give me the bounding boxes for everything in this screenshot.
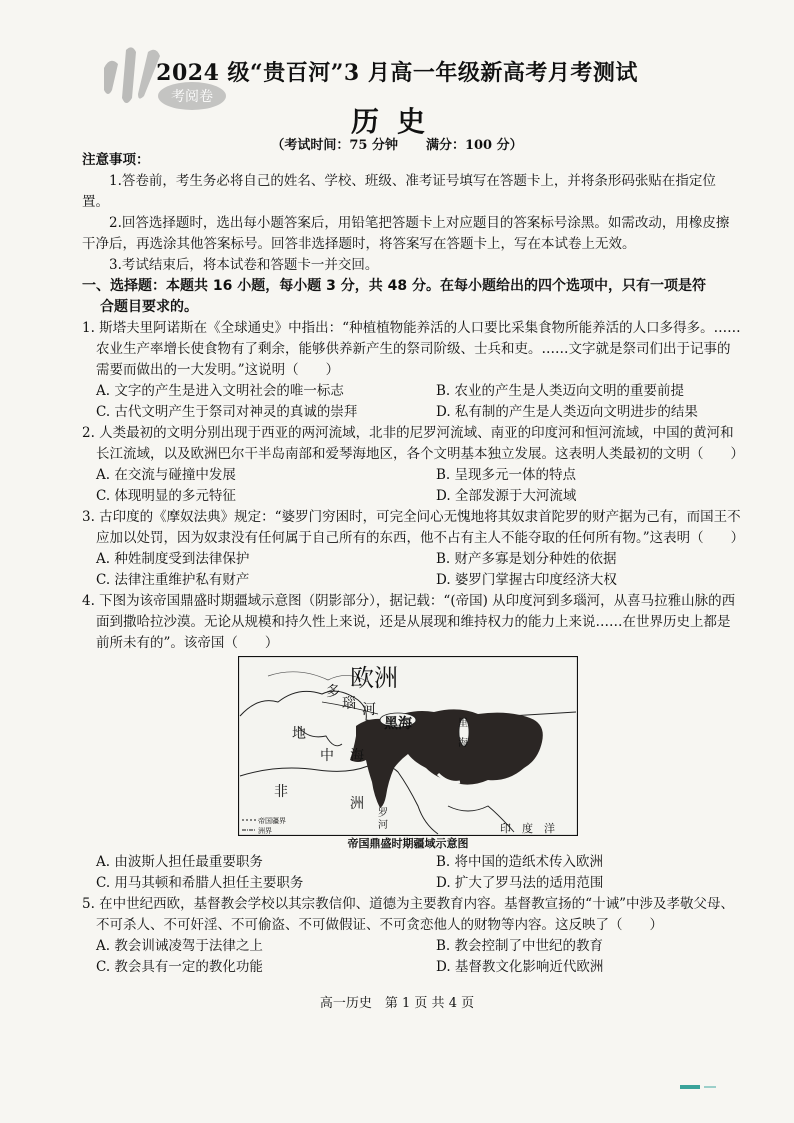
- question-options: [82, 852, 742, 894]
- note-item: 1.答卷前，考生务必将自己的姓名、学校、班级、准考证号填写在答题卡上，并将条形码张贴在指定位置。: [82, 173, 716, 210]
- question-stem: 2. 人类最初的文明分别出现于西亚的两河流域，北非的尼罗河流域、南亚的印度河和恒河流域，中国的黄河和长江流域，以及欧洲巴尔干半岛南部和爱琴海地区，各个文明基本独立发展。这表明人类最初的文明（ ）: [82, 425, 744, 462]
- question-stem: 3. 古印度的《摩奴法典》规定：“婆罗门穷困时，可完全问心无愧地将其奴隶首陀罗的财产据为己有，而国王不应加以处罚，因为奴隶没有任何属于自己所有的东西，他不占有主人不能夺取的任何所有物。”这表明（ ）: [82, 509, 745, 546]
- option-c: C. 法律注重维护私有财产: [96, 572, 250, 588]
- option-d: D. 婆罗门掌握古印度经济大权: [436, 572, 617, 588]
- question-4: [82, 591, 742, 894]
- option-a: A. 由波斯人担任最重要职务: [96, 854, 263, 870]
- question-options: [82, 465, 742, 507]
- option-b: B. 教会控制了中世纪的教育: [436, 938, 604, 954]
- map-label-zhou: 洲: [350, 796, 364, 812]
- question-3: [82, 507, 745, 591]
- exam-title: 2024 级“贵百河”3 月高一年级新高考月考测试: [156, 60, 638, 86]
- legend-line: 洲界: [258, 827, 272, 835]
- map-label-africa: 非: [274, 784, 288, 800]
- map-label-he: 河: [362, 702, 376, 718]
- option-b: B. 财产多寡是划分种姓的依据: [436, 551, 617, 567]
- map-label-duo: 多: [326, 684, 340, 700]
- map-label-he2: 河: [378, 820, 388, 831]
- option-c: C. 古代文明产生于祭司对神灵的真诚的崇拜: [96, 404, 358, 420]
- map-label-hai2: 海: [458, 738, 468, 749]
- option-b: B. 呈现多元一体的特点: [436, 467, 577, 483]
- section-heading-line1: 一、选择题：本题共 16 小题，每小题 3 分，共 48 分。在每小题给出的四个选项中，只有一项是符: [82, 278, 706, 294]
- question-options: [82, 549, 742, 591]
- stamp-text: 考阅卷: [171, 89, 213, 105]
- exam-score: 满分：100 分）: [425, 138, 523, 153]
- subject-title: 历史: [350, 105, 443, 138]
- page-footer: 高一历史 第 1 页 共 4 页: [319, 996, 475, 1011]
- option-a: A. 在交流与碰撞中发展: [96, 467, 236, 483]
- option-c: C. 用马其顿和希腊人担任主要职务: [96, 875, 304, 891]
- notes-heading: 注意事项：: [82, 152, 150, 168]
- question-options: [82, 936, 742, 978]
- map-label-di: 地: [292, 726, 306, 742]
- empire-map: [238, 656, 578, 836]
- scan-mark: [680, 1084, 716, 1090]
- option-b: B. 将中国的造纸术传入欧洲: [436, 854, 604, 870]
- map-label-li: 里: [458, 718, 468, 729]
- question-5: [82, 894, 742, 978]
- option-c: C. 体现明显的多元特征: [96, 488, 236, 504]
- option-b: B. 农业的产生是人类迈向文明的重要前提: [436, 383, 685, 399]
- question-stem: 5. 在中世纪西欧，基督教会学校以其宗教信仰、道德为主要教育内容。基督教宣扬的“十诫”中涉及孝敬父母、不可杀人、不可奸淫、不可偷盗、不可做假证、不可贪恋他人的财物等内容。这反映了（ ）: [82, 896, 734, 933]
- map-label-indian-ocean: 印 度 洋: [500, 822, 555, 835]
- option-c: C. 教会具有一定的教化功能: [96, 959, 263, 975]
- option-a: A. 文字的产生是进入文明社会的唯一标志: [96, 383, 344, 399]
- note-item: 2.回答选择题时，选出每小题答案后，用铅笔把答题卡上对应题目的答案标号涂黑。如需改动，用橡皮擦干净后，再选涂其他答案标号。回答非选择题时，将答案写在答题卡上，写在本试卷上无效。: [82, 215, 730, 252]
- option-a: A. 教会训诫凌驾于法律之上: [96, 938, 263, 954]
- map-label-luo: 罗: [378, 808, 388, 819]
- map-label-black-sea: 黑海: [384, 716, 412, 732]
- option-d: D. 扩大了罗马法的适用范围: [436, 875, 604, 891]
- question-2: [82, 423, 742, 507]
- map-label-zhong: 中: [320, 748, 334, 764]
- map-label-nao: 瑙: [342, 696, 356, 712]
- option-d: D. 全部发源于大河流域: [436, 488, 577, 504]
- question-1: [82, 318, 742, 423]
- exam-time: （考试时间：75 分钟: [271, 138, 398, 153]
- question-stem: 1. 斯塔夫里阿诺斯在《全球通史》中指出：“种植植物能养活的人口要比采集食物所能养活的人口多得多。……农业生产率增长使食物有了剩余，能够供养新产生的祭司阶级、士兵和吏。……文字就是祭司们出于记事的需要而做出的一大发明。”这说明（ ）: [82, 320, 741, 378]
- option-a: A. 种姓制度受到法律保护: [96, 551, 250, 567]
- map-label-hai: 海: [350, 748, 364, 764]
- exam-content: [82, 150, 745, 978]
- section-heading-line2: 合题目要求的。: [100, 299, 198, 315]
- question-stem: 4. 下图为该帝国鼎盛时期疆域示意图（阴影部分），据记载：“(帝国) 从印度河到多瑙河，从喜马拉雅山脉的西面到撒哈拉沙漠。无论从规模和持久性上来说，还是从展现和维持权力的能力上来说……在世界历史上都是前所未有的”。该帝国（ ）: [82, 593, 736, 651]
- map-caption: 帝国鼎盛时期疆域示意图: [347, 837, 469, 850]
- section-heading: [82, 276, 742, 318]
- legend-boundary: 帝国疆界: [258, 817, 286, 825]
- option-d: D. 基督教文化影响近代欧洲: [436, 959, 604, 975]
- map-label-europe: 欧洲: [350, 664, 398, 692]
- question-options: [82, 381, 742, 423]
- option-d: D. 私有制的产生是人类迈向文明进步的结果: [436, 404, 698, 420]
- note-item: 3.考试结束后，将本试卷和答题卡一并交回。: [109, 257, 379, 273]
